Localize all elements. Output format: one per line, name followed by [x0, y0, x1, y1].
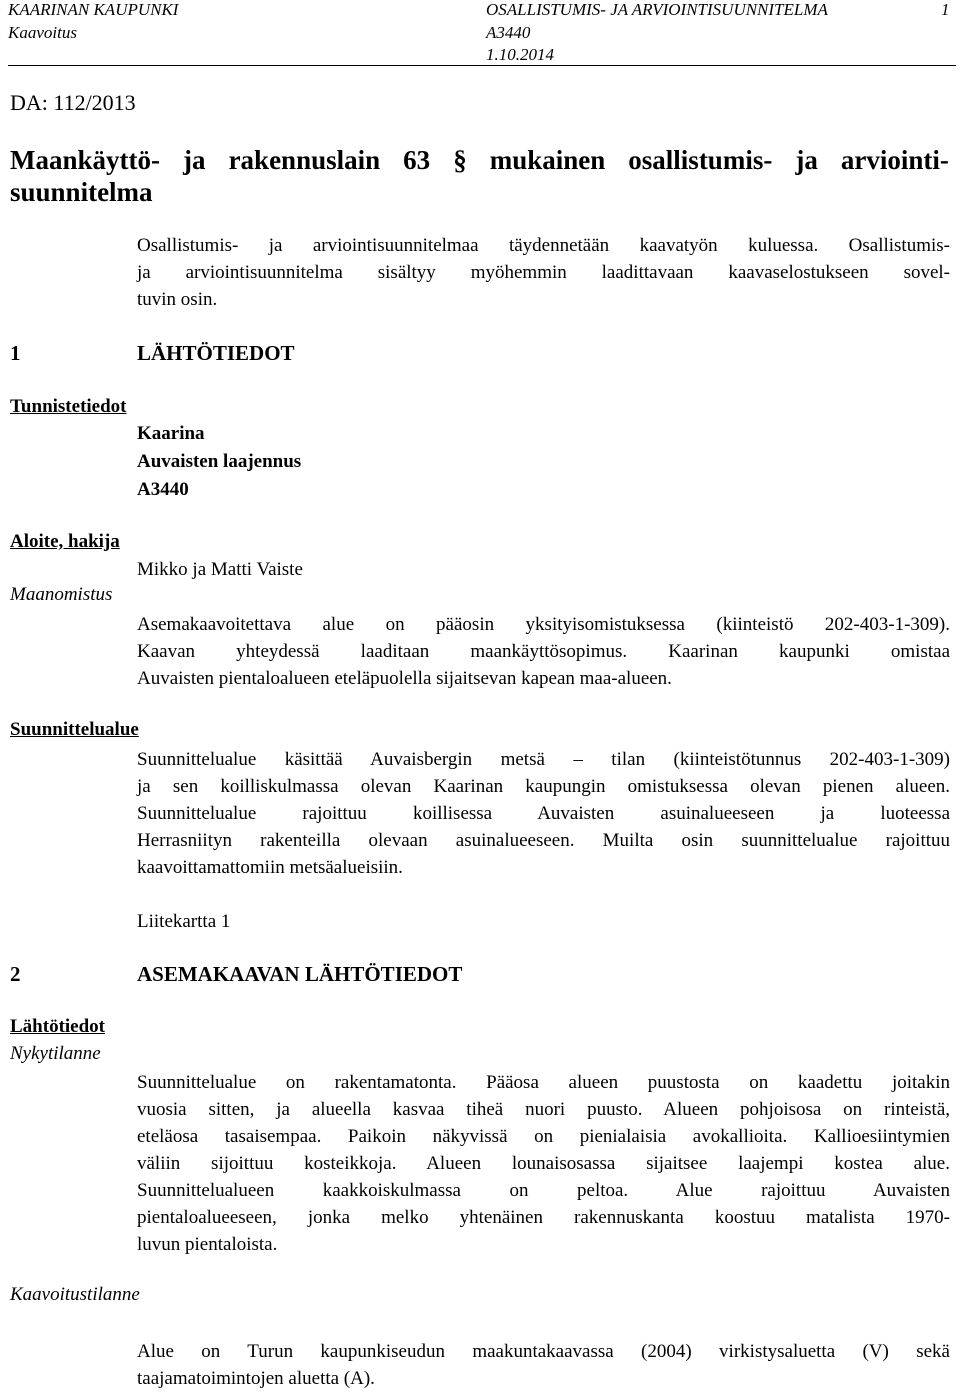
tunnistetiedot-plan-code: A3440 [137, 479, 189, 500]
title-word: mukainen [489, 145, 606, 175]
tunnistetiedot-label: Tunnistetiedot [10, 396, 127, 417]
title-word: Maankäyttö- [10, 145, 160, 175]
text-line: Kaavan yhteydessä laaditaan maankäyttösopimus. Kaarinan kaupunki omistaa [137, 641, 950, 662]
text-line: luvun pientaloista. [137, 1234, 278, 1255]
text-line: kaavoittamattomiin metsäalueisiin. [137, 857, 403, 878]
lahtotiedot-label: Lähtötiedot [10, 1016, 105, 1037]
header-page-number: 1 [941, 0, 950, 19]
text-line: Suunnittelualueen kaakkoiskulmassa on peltoa. Alue rajoittuu Auvaisten [137, 1180, 950, 1201]
text-line: tuvin osin. [137, 289, 218, 310]
maanomistus-paragraph [137, 611, 950, 692]
text-line: Auvaisten pientaloalueen eteläpuolella sijaitsevan kapean maa-alueen. [137, 668, 672, 689]
document-title [10, 144, 949, 176]
nykytilanne-paragraph [137, 1069, 950, 1258]
text-line: väliin sijoittuu kosteikkoja. Alueen lounaisosassa sijaitsee laajempi kostea alue. [137, 1153, 950, 1174]
header-plan-code: A3440 [486, 23, 531, 42]
title-word: 63 [403, 145, 431, 175]
nykytilanne-label: Nykytilanne [10, 1043, 101, 1064]
text-line: ja arviointisuunnitelma sisältyy myöhemmin laadittavaan kaavaselostukseen sovel- [137, 262, 950, 283]
text-line: ja sen koilliskulmassa olevan Kaarinan kaupungin omistuksessa olevan pienen alueen. [137, 776, 950, 797]
text-line: Osallistumis- ja arviointisuunnitelmaa täydennetään kaavatyön kuluessa. Osallistumis- [137, 235, 950, 256]
aloite-value: Mikko ja Matti Vaiste [137, 559, 303, 580]
text-line: Herrasniityn rakenteilla olevaan asuinalueeseen. Muilta osin suunnittelualue rajoittuu [137, 830, 950, 851]
text-line: Suunnittelualue on rakentamatonta. Pääosa alueen puustosta on kaadettu joitakin [137, 1072, 950, 1093]
title-word: rakennuslain [228, 145, 381, 175]
text-line: Alue on Turun kaupunkiseudun maakuntakaavassa (2004) virkistysaluetta (V) sekä [137, 1341, 950, 1362]
text-line: Suunnittelualue käsittää Auvaisbergin metsä – tilan (kiinteistötunnus 202-403-1-309) [137, 749, 950, 770]
text-line: pientaloalueeseen, jonka melko yhtenäinen rakennuskanta koostuu matalista 1970- [137, 1207, 950, 1228]
text-line: Suunnittelualue rajoittuu koillisessa Auvaisten asuinalueeseen ja luoteessa [137, 803, 950, 824]
title-word: ja [795, 145, 818, 175]
section-1-title: LÄHTÖTIEDOT [137, 341, 295, 365]
title-word: ja [183, 145, 206, 175]
section-2-number: 2 [10, 962, 21, 986]
title-word: arviointi- [840, 145, 949, 175]
suunnittelualue-label: Suunnittelualue [10, 719, 139, 740]
tunnistetiedot-plan-name: Auvaisten laajennus [137, 451, 302, 472]
header-date: 1.10.2014 [486, 45, 554, 64]
document-title-line2: suunnitelma [10, 177, 153, 207]
text-line: vuosia sitten, ja alueella kasvaa tiheä nuori puusto. Alueen pohjoisosa on rinteistä, [137, 1099, 950, 1120]
tunnistetiedot-municipality: Kaarina [137, 423, 205, 444]
title-word: § [453, 145, 467, 175]
kaavoitustilanne-label: Kaavoitustilanne [10, 1284, 140, 1305]
aloite-label: Aloite, hakija [10, 531, 120, 552]
header-rule [8, 65, 956, 66]
header-department: Kaavoitus [8, 23, 77, 42]
text-line: Asemakaavoitettava alue on pääosin yksityisomistuksessa (kiinteistö 202-403-1-309). [137, 614, 950, 635]
suunnittelualue-paragraph [137, 746, 950, 881]
title-word: osallistumis- [628, 145, 773, 175]
section-2-title: ASEMAKAAVAN LÄHTÖTIEDOT [137, 962, 463, 986]
maanomistus-label: Maanomistus [10, 584, 113, 605]
text-line: eteläosa tasaisempaa. Paikoin näkyvissä on pienialaisia avokallioita. Kallioesiintymien [137, 1126, 950, 1147]
intro-paragraph [137, 232, 950, 313]
da-number: DA: 112/2013 [10, 90, 136, 115]
header-doc-type: OSALLISTUMIS- JA ARVIOINTISUUNNITELMA [486, 0, 828, 19]
kaavoitustilanne-paragraph [137, 1338, 950, 1392]
section-1-number: 1 [10, 341, 21, 365]
attachment-reference: Liitekartta 1 [137, 911, 231, 932]
text-line: taajamatoimintojen aluetta (A). [137, 1368, 375, 1389]
header-org: KAARINAN KAUPUNKI [8, 0, 179, 19]
